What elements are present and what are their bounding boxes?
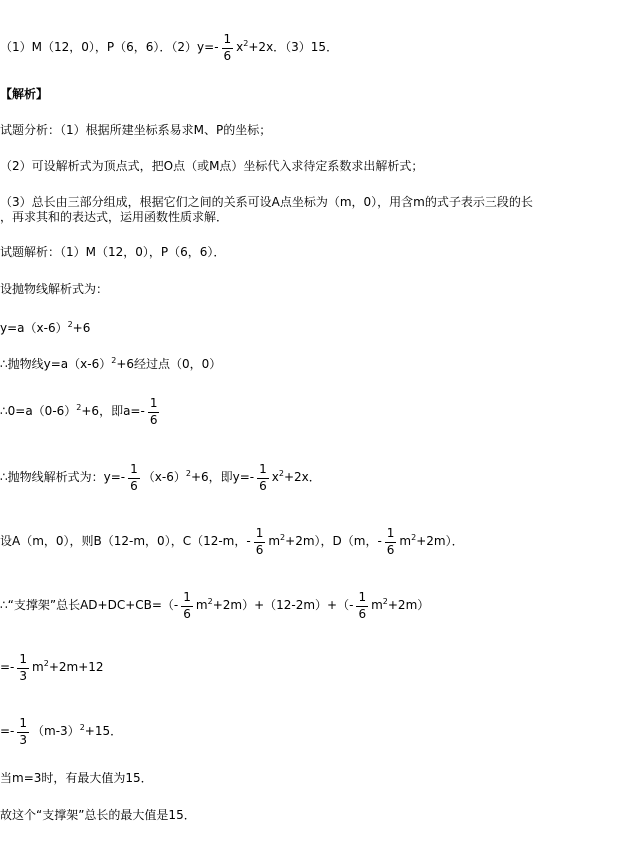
fraction (181, 590, 193, 621)
solution-line-8 (0, 590, 429, 621)
denominator: 3 (19, 733, 28, 747)
denominator: 6 (183, 607, 191, 621)
exponent: 2 (207, 597, 213, 606)
fraction (128, 462, 140, 493)
expr: +6，即y=- (190, 470, 255, 484)
numerator: 1 (255, 526, 264, 540)
expr: 设A（m，0），则B（12-m，0），C（12-m，- (0, 534, 251, 548)
solution-line-10 (0, 716, 122, 747)
fraction (148, 396, 160, 427)
denominator: 6 (259, 479, 267, 493)
solution-line-7 (0, 526, 464, 557)
expr: （m-3） (32, 724, 80, 738)
fraction (257, 462, 269, 493)
solution-line-3 (0, 318, 90, 335)
expr: m (32, 660, 44, 674)
answer-line (0, 32, 338, 63)
exponent: 2 (79, 723, 85, 732)
expr: +15． (84, 724, 123, 738)
numerator: 1 (130, 462, 138, 476)
exponent: 2 (278, 469, 284, 478)
solution-line-11: 当m=3时，有最大值为15． (0, 771, 153, 785)
expr: +2m），D（m，- (285, 534, 382, 548)
fraction (356, 590, 368, 621)
expr: =- (0, 660, 15, 674)
denominator: 3 (19, 669, 28, 683)
expr: ∴抛物线解析式为：y=- (0, 470, 126, 484)
expr: +6 (72, 321, 91, 335)
exponent: 2 (43, 659, 49, 668)
expr: m (268, 534, 281, 548)
expr: m (195, 598, 208, 612)
solution-line-1: 试题解析：（1）M（12，0），P（6，6）． (0, 245, 226, 259)
expr: （x-6） (142, 470, 186, 484)
expr: m (371, 598, 383, 612)
expr: +2m）． (416, 534, 464, 548)
exponent: 2 (67, 320, 73, 329)
solution-line-2: 设抛物线解析式为： (0, 282, 109, 296)
numerator: 1 (19, 652, 28, 666)
solution-line-4 (0, 354, 221, 371)
expr: +2m） (387, 598, 430, 612)
numerator: 1 (183, 590, 191, 604)
expr: +6经过点（0，0） (116, 357, 222, 371)
expr: ∴“支撑架”总长AD+DC+CB=（- (0, 598, 179, 612)
fraction (385, 526, 397, 557)
fraction (17, 716, 29, 747)
exponent: 2 (382, 597, 388, 606)
expr: ∴0=a（0-6） (0, 404, 77, 418)
expr: +2x． (283, 470, 321, 484)
numerator: 1 (19, 716, 28, 730)
solution-line-6 (0, 462, 321, 493)
expr: =- (0, 724, 15, 738)
answer-part-3: +2x．（3）15． (248, 40, 339, 54)
exponent: 2 (111, 356, 117, 365)
numerator: 1 (386, 526, 395, 540)
denominator: 6 (255, 543, 264, 557)
denominator: 6 (386, 543, 395, 557)
expr: m (399, 534, 412, 548)
analysis-line-1: 试题分析：（1）根据所建坐标系易求M、P的坐标； (0, 123, 272, 137)
analysis-line-2: （2）可设解析式为顶点式，把O点（或M点）坐标代入求待定系数求出解析式； (0, 159, 424, 173)
exponent: 2 (185, 469, 191, 478)
expr: y=a（x-6） (0, 321, 68, 335)
expr: +2m+12 (48, 660, 104, 674)
exponent: 2 (243, 39, 249, 48)
answer-part-1: （1）M（12，0），P（6，6）．（2）y=- (0, 40, 219, 54)
denominator: 6 (358, 607, 367, 621)
denominator: 6 (130, 479, 138, 493)
denominator: 6 (223, 49, 232, 63)
analysis-line-3a: （3）总长由三部分组成，根据它们之间的关系可设A点坐标为（m，0），用含m的式子表示三段的长 (0, 195, 533, 209)
numerator: 1 (358, 590, 367, 604)
expr: +2m）+（12-2m）+（- (212, 598, 354, 612)
analysis-heading: 【解析】 (0, 87, 49, 101)
solution-line-12: 故这个“支撑架”总长的最大值是15． (0, 808, 196, 822)
solution-line-9 (0, 652, 104, 683)
expr: x (271, 470, 279, 484)
expr: ∴抛物线y=a（x-6） (0, 357, 112, 371)
answer-part-2: x (236, 40, 244, 54)
numerator: 1 (149, 396, 158, 410)
numerator: 1 (223, 32, 232, 46)
fraction (254, 526, 266, 557)
fraction (17, 652, 29, 683)
denominator: 6 (149, 413, 158, 427)
expr: +6，即a=- (81, 404, 145, 418)
exponent: 2 (76, 403, 82, 412)
fraction (222, 32, 234, 63)
numerator: 1 (259, 462, 267, 476)
exponent: 2 (411, 533, 417, 542)
analysis-line-3b: ，再求其和的表达式，运用函数性质求解． (0, 210, 229, 224)
solution-line-5 (0, 396, 162, 427)
exponent: 2 (280, 533, 286, 542)
